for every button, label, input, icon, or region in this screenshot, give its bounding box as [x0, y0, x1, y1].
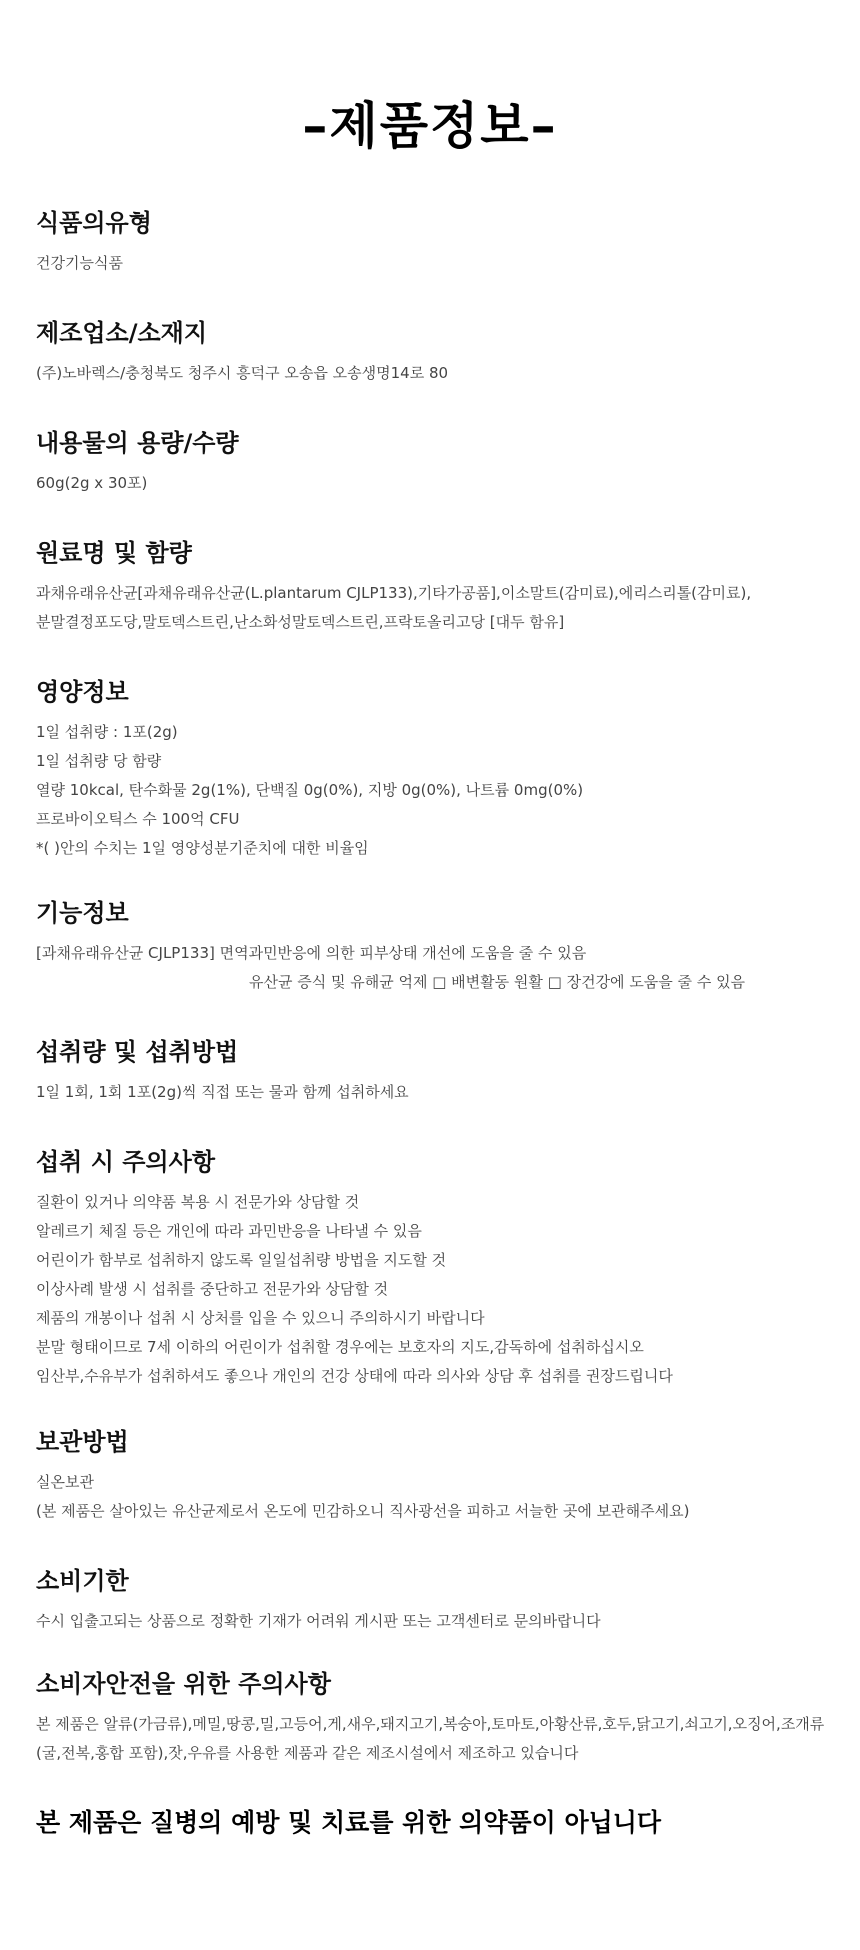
section-line: 제품의 개봉이나 섭취 시 상처를 입을 수 있으니 주의하시기 바랍니다	[36, 1309, 485, 1327]
section-heading: 섭취량 및 섭취방법	[36, 1038, 239, 1066]
section-line: 임산부,수유부가 섭취하셔도 좋으나 개인의 건강 상태에 따라 의사와 상담 후 섭취를 권장드립니다	[36, 1367, 673, 1385]
not-medicine-notice: 본 제품은 질병의 예방 및 치료를 위한 의약품이 아닙니다	[36, 1808, 662, 1837]
section-line: 알레르기 체질 등은 개인에 따라 과민반응을 나타낼 수 있음	[36, 1222, 422, 1240]
section-intake-cautions	[36, 1146, 836, 1391]
section-consumer-safety	[36, 1668, 836, 1768]
section-line: 1일 1회, 1회 1포(2g)씩 직접 또는 물과 함께 섭취하세요	[36, 1083, 409, 1101]
section-heading: 영양정보	[36, 678, 129, 706]
section-line: 실온보관	[36, 1473, 94, 1491]
section-function	[36, 897, 836, 997]
section-heading: 소비자안전을 위한 주의사항	[36, 1670, 331, 1698]
section-line: 과채유래유산균[과채유래유산균(L.plantarum CJLP133),기타가공품],이소말트(감미료),에리스리톨(감미료),분말결정포도당,말토덱스트린,난소화성말토덱스트린,프락토올리고당 [대두 함유]	[36, 584, 752, 631]
section-line: 프로바이오틱스 수 100억 CFU	[36, 810, 240, 828]
section-line: 질환이 있거나 의약품 복용 시 전문가와 상담할 것	[36, 1193, 360, 1211]
section-line: [과채유래유산균 CJLP133] 면역과민반응에 의한 피부상태 개선에 도움을 줄 수 있음	[36, 944, 587, 962]
section-heading: 기능정보	[36, 899, 129, 927]
section-manufacturer	[36, 317, 836, 388]
section-food-type	[36, 207, 836, 278]
section-line: 이상사례 발생 시 섭취를 중단하고 전문가와 상담할 것	[36, 1280, 389, 1298]
section-line: 1일 섭취량 : 1포(2g)	[36, 723, 178, 741]
section-line: 건강기능식품	[36, 254, 123, 272]
section-heading: 내용물의 용량/수량	[36, 429, 239, 457]
section-ingredients	[36, 537, 836, 637]
section-line: 유산균 증식 및 유해균 억제 □ 배변활동 원활 □ 장건강에 도움을 줄 수 있음	[249, 973, 746, 991]
section-intake-method	[36, 1036, 836, 1107]
section-line: 1일 섭취량 당 함량	[36, 752, 162, 770]
section-heading: 제조업소/소재지	[36, 319, 208, 347]
section-heading: 원료명 및 함량	[36, 539, 192, 567]
section-heading: 소비기한	[36, 1567, 129, 1595]
section-heading: 보관방법	[36, 1428, 129, 1456]
section-heading: 섭취 시 주의사항	[36, 1148, 215, 1176]
section-nutrition	[36, 676, 836, 863]
section-contents-volume	[36, 427, 836, 498]
section-line: (주)노바렉스/충청북도 청주시 흥덕구 오송읍 오송생명14로 80	[36, 364, 449, 382]
section-line: 본 제품은 알류(가금류),메밀,땅콩,밀,고등어,게,새우,돼지고기,복숭아,토마토,아황산류,호두,닭고기,쇠고기,오징어,조개류(굴,전복,홍합 포함),잣,우유를 사용한 제품과 같은 제조시설에서 제조하고 있습니다	[36, 1715, 825, 1762]
section-line: 분말 형태이므로 7세 이하의 어린이가 섭취할 경우에는 보호자의 지도,감독하에 섭취하십시오	[36, 1338, 644, 1356]
page-title: –제품정보–	[302, 97, 558, 155]
section-expiration	[36, 1565, 836, 1636]
section-line: 어린이가 함부로 섭취하지 않도록 일일섭취량 방법을 지도할 것	[36, 1251, 447, 1269]
section-line: 열량 10kcal, 탄수화물 2g(1%), 단백질 0g(0%), 지방 0g(0%), 나트륨 0mg(0%)	[36, 781, 584, 799]
section-line: 60g(2g x 30포)	[36, 474, 148, 492]
section-line: (본 제품은 살아있는 유산균제로서 온도에 민감하오니 직사광선을 피하고 서늘한 곳에 보관해주세요)	[36, 1502, 690, 1520]
section-heading: 식품의유형	[36, 209, 152, 237]
section-line: *( )안의 수치는 1일 영양성분기준치에 대한 비율임	[36, 839, 369, 857]
section-line: 수시 입출고되는 상품으로 정확한 기재가 어려워 게시판 또는 고객센터로 문의바랍니다	[36, 1612, 601, 1630]
section-storage	[36, 1426, 836, 1526]
